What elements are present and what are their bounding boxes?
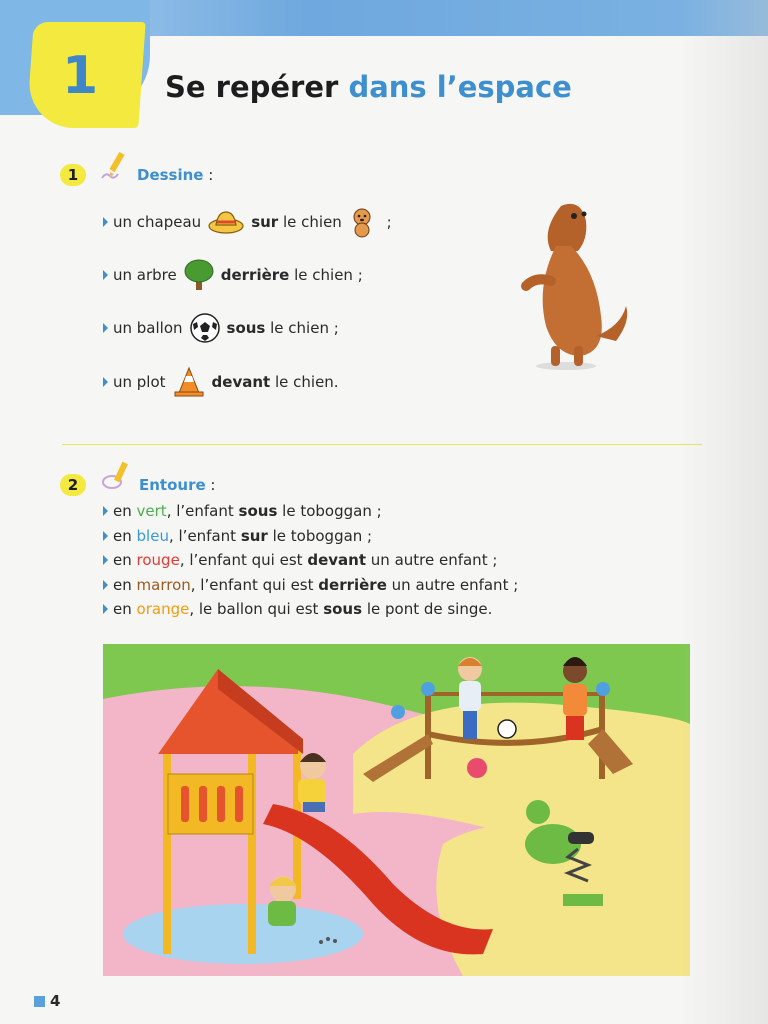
- item-text: un chapeau: [113, 213, 202, 231]
- item-text: un autre enfant ;: [391, 575, 519, 594]
- item-text: ;: [386, 213, 392, 231]
- exercise-1-item-1: [103, 206, 392, 238]
- item-text: , l’enfant qui est: [190, 575, 314, 594]
- exercise-1-number: 1: [60, 164, 86, 186]
- exercise-2-item-3: [103, 548, 518, 573]
- pencil-circle-icon: [100, 460, 134, 492]
- color-word: bleu: [136, 526, 169, 545]
- item-bold: sous: [323, 600, 363, 619]
- item-bold: derrière: [220, 266, 290, 284]
- color-word: rouge: [136, 551, 180, 570]
- bullet-icon: [103, 217, 108, 227]
- item-bold: sur: [240, 526, 268, 545]
- item-text: un ballon: [113, 319, 183, 337]
- page-number: 4: [50, 992, 61, 1010]
- item-text: , le ballon qui est: [189, 600, 319, 619]
- title-part2: dans l’espace: [348, 70, 572, 104]
- item-text: le toboggan ;: [282, 502, 382, 521]
- bullet-icon: [103, 580, 108, 590]
- item-text: , l’enfant: [168, 526, 237, 545]
- hat-icon: [207, 209, 245, 235]
- exercise-1-item-3: [103, 312, 339, 344]
- exercise-2-colon: :: [205, 476, 216, 494]
- item-text: un arbre: [113, 266, 177, 284]
- item-text: le chien ;: [270, 319, 339, 337]
- item-bold: devant: [307, 551, 366, 570]
- exercise-2-heading: [139, 476, 215, 494]
- item-bold: devant: [211, 373, 271, 391]
- bullet-icon: [103, 270, 108, 280]
- item-text: le pont de singe.: [366, 600, 493, 619]
- exercise-2-item-2: [103, 524, 518, 549]
- dog-photo: [496, 196, 641, 376]
- bullet-icon: [103, 604, 108, 614]
- title-part1: Se repérer: [165, 70, 339, 104]
- child-girl-bridge: [563, 657, 587, 740]
- dog-icon: [348, 206, 376, 238]
- item-bold: sous: [238, 502, 278, 521]
- tree-icon: [183, 258, 215, 292]
- item-bold: derrière: [318, 575, 387, 594]
- pink-ball: [467, 758, 487, 778]
- exercise-2-number: 2: [60, 474, 86, 496]
- item-text: en: [113, 502, 132, 521]
- child-on-slide: [298, 753, 326, 812]
- bullet-icon: [103, 377, 108, 387]
- item-text: , l’enfant: [166, 502, 234, 521]
- exercise-2-item-5: [103, 597, 518, 622]
- bullet-icon: [103, 506, 108, 516]
- bullet-icon: [103, 323, 108, 333]
- exercise-2-list: [103, 499, 518, 622]
- item-text: en: [113, 526, 132, 545]
- section-divider: [62, 444, 702, 445]
- exercise-1-colon: :: [203, 166, 214, 184]
- playground-illustration: [103, 644, 690, 976]
- item-bold: sur: [251, 213, 279, 231]
- item-text: le chien: [282, 213, 342, 231]
- item-text: un plot: [113, 373, 166, 391]
- color-word: vert: [136, 502, 167, 521]
- page-shadow: [678, 0, 768, 1024]
- item-text: le toboggan ;: [272, 526, 373, 545]
- item-text: un autre enfant ;: [370, 551, 498, 570]
- color-word: orange: [136, 600, 190, 619]
- item-text: en: [113, 600, 132, 619]
- item-text: en: [113, 551, 132, 570]
- exercise-1-item-4: [103, 366, 339, 398]
- item-text: le chien.: [274, 373, 339, 391]
- soccer-ball-bridge: [498, 720, 516, 738]
- pencil-icon: [100, 150, 132, 182]
- page-title: [165, 70, 572, 104]
- exercise-1-heading: [137, 166, 213, 184]
- soccer-ball-icon: [189, 312, 221, 344]
- bullet-icon: [103, 555, 108, 565]
- exercise-1-item-2: [103, 258, 363, 292]
- traffic-cone-icon: [172, 366, 206, 398]
- exercise-2-item-1: [103, 499, 518, 524]
- exercise-2-item-4: [103, 573, 518, 598]
- bullet-icon: [103, 531, 108, 541]
- item-text: en: [113, 575, 132, 594]
- lesson-number: 1: [62, 46, 99, 106]
- page-number-marker: [34, 996, 45, 1007]
- item-bold: sous: [226, 319, 266, 337]
- item-text: le chien ;: [294, 266, 363, 284]
- exercise-2-heading-text: Entoure: [139, 476, 206, 494]
- color-word: marron: [136, 575, 191, 594]
- item-text: , l’enfant qui est: [179, 551, 303, 570]
- exercise-1-heading-text: Dessine: [137, 166, 204, 184]
